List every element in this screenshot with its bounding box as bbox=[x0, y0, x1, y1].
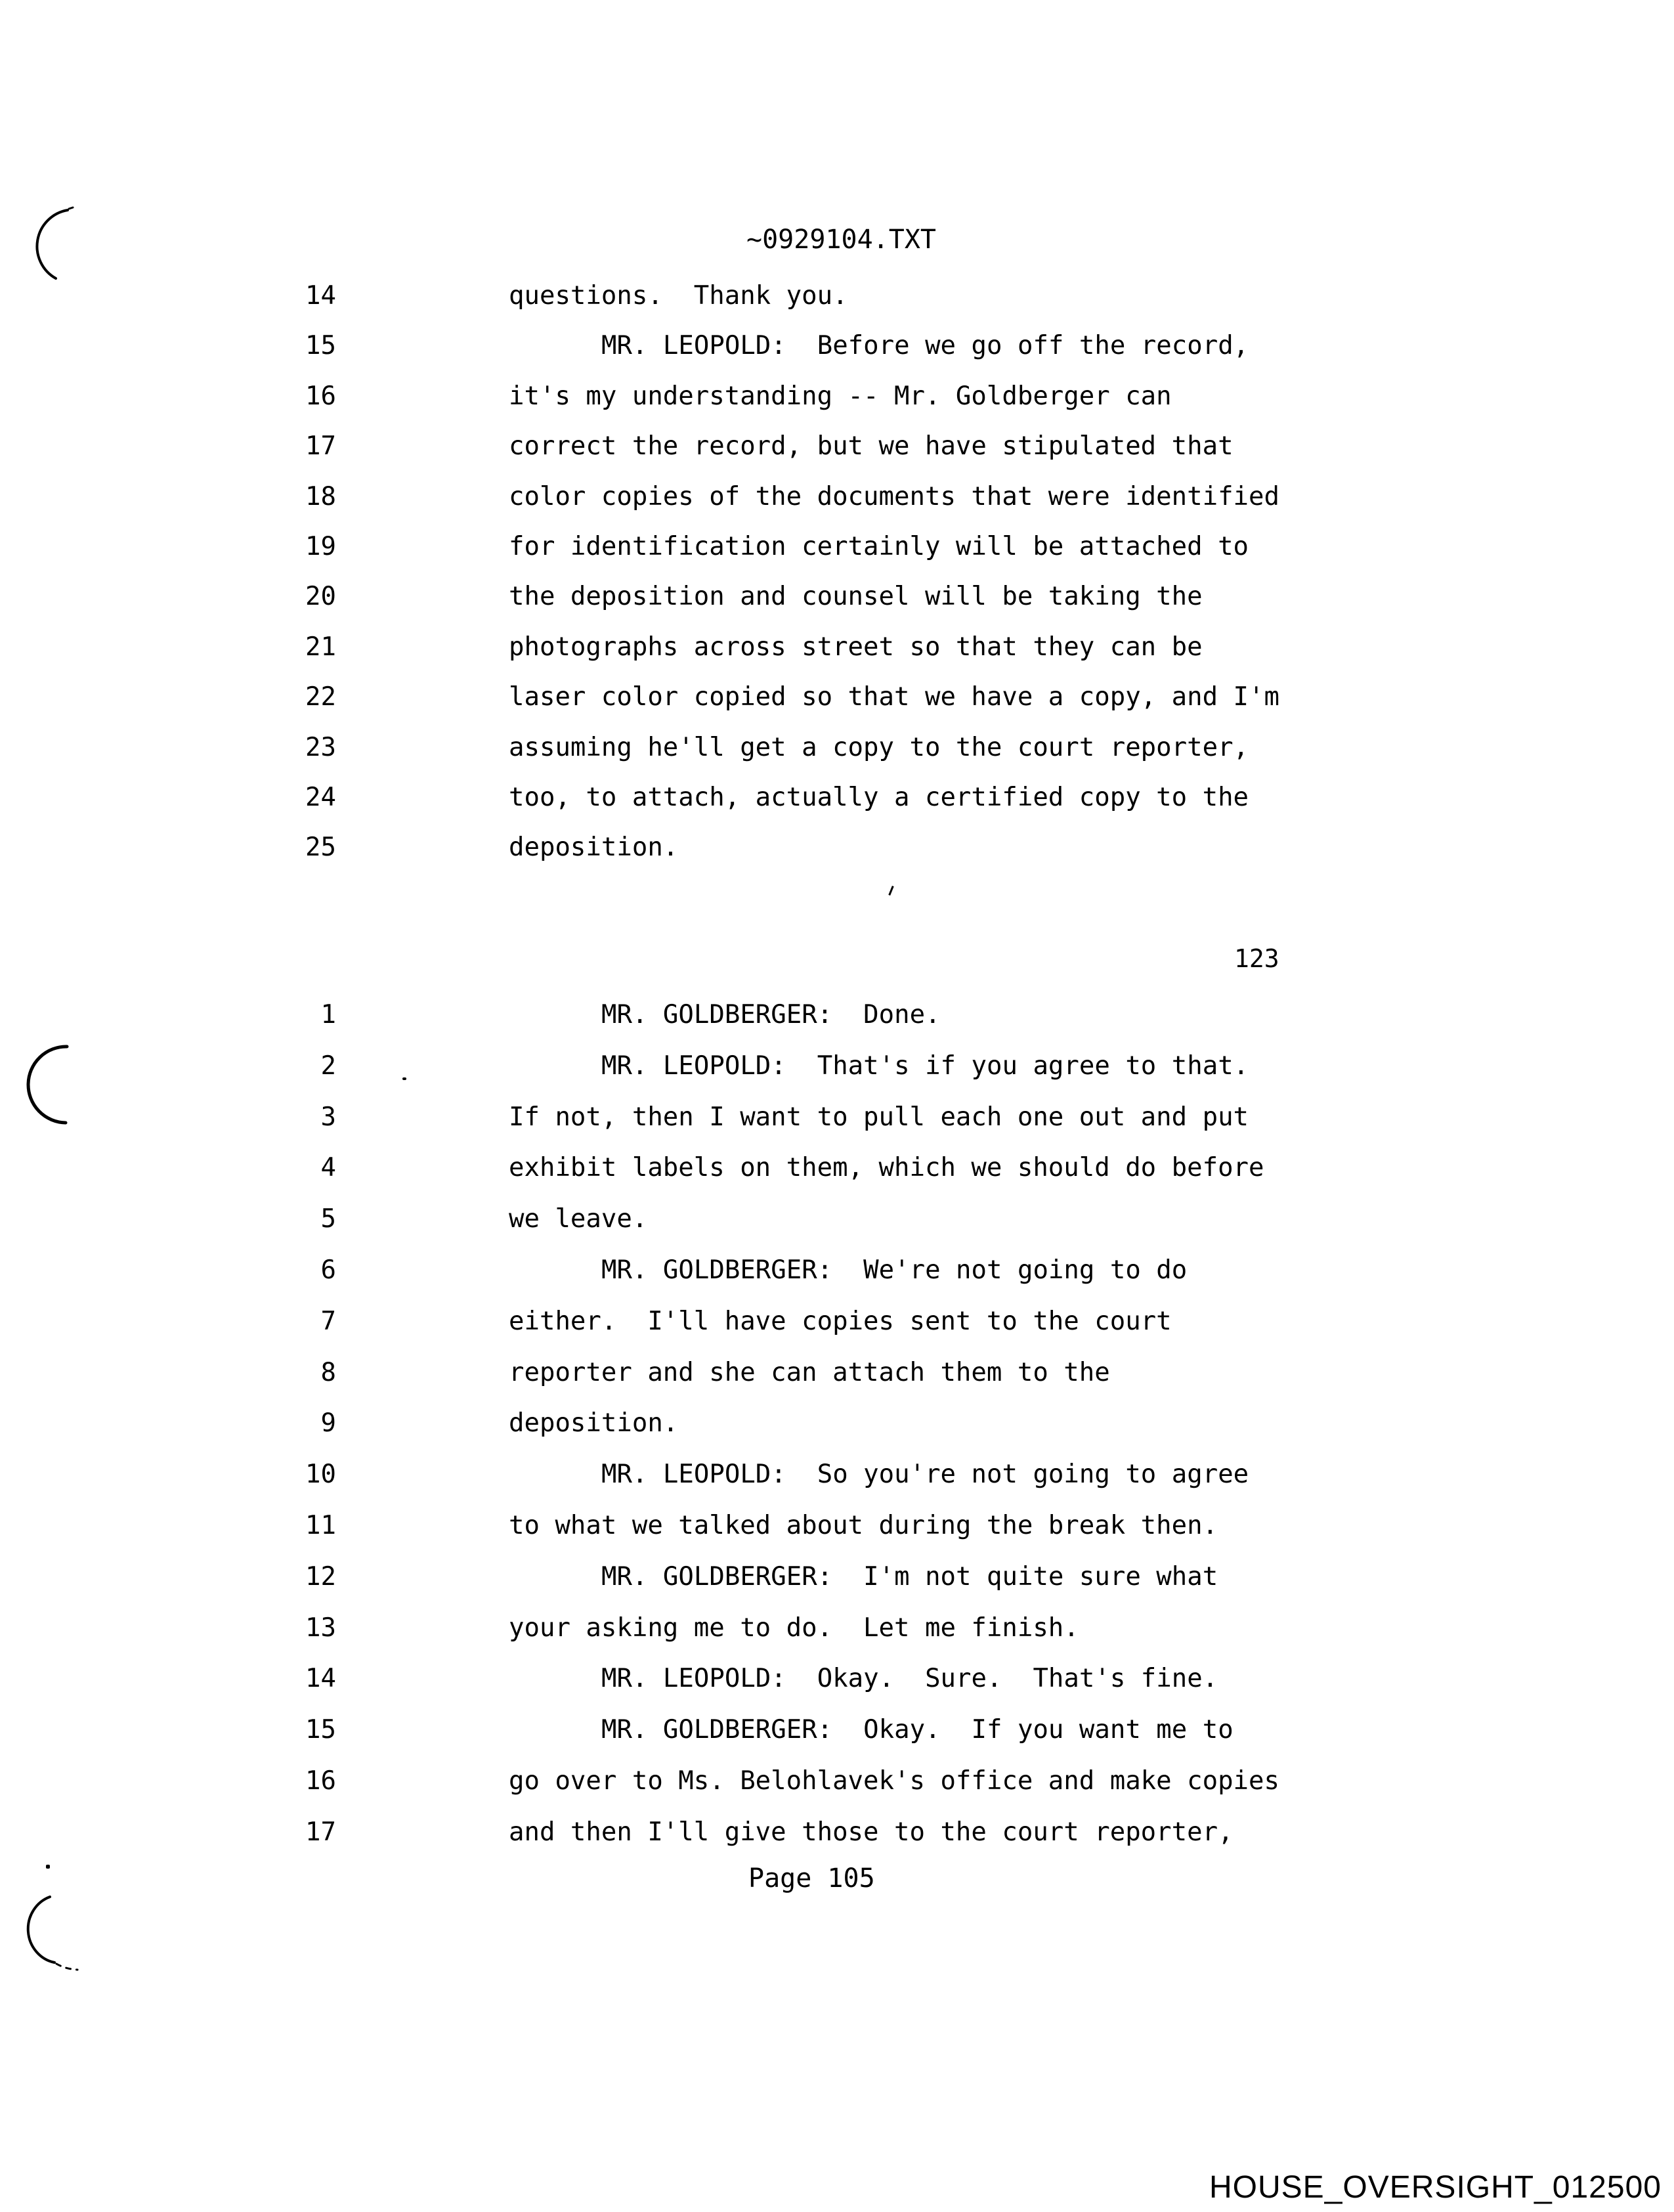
transcript-line bbox=[0, 482, 1674, 533]
line-text: photographs across street so that they can be bbox=[509, 632, 1203, 662]
line-number: 18 bbox=[305, 481, 336, 511]
line-text: deposition. bbox=[509, 1408, 679, 1439]
transcript-line bbox=[0, 1408, 1674, 1460]
line-number: 14 bbox=[305, 1664, 336, 1694]
line-text: MR. LEOPOLD: Before we go off the record, bbox=[601, 331, 1249, 361]
transcript-line bbox=[0, 833, 1674, 884]
transcript-line bbox=[0, 281, 1674, 332]
punch-hole-artifact bbox=[25, 1893, 87, 1975]
line-number: 21 bbox=[305, 632, 336, 662]
transcript-line bbox=[0, 682, 1674, 733]
line-text: MR. GOLDBERGER: I'm not quite sure what bbox=[601, 1561, 1218, 1592]
line-text: and then I'll give those to the court reporter, bbox=[509, 1817, 1234, 1847]
line-text: questions. Thank you. bbox=[509, 281, 848, 311]
line-text: deposition. bbox=[509, 833, 679, 863]
line-text: MR. LEOPOLD: So you're not going to agree bbox=[601, 1460, 1249, 1490]
line-number: 5 bbox=[320, 1204, 336, 1234]
transcript-line bbox=[0, 1766, 1674, 1817]
line-text: laser color copied so that we have a copy, and I'm bbox=[509, 682, 1279, 712]
line-number: 16 bbox=[305, 1766, 336, 1796]
transcript-line bbox=[0, 1204, 1674, 1255]
line-number: 15 bbox=[305, 331, 336, 361]
transcript-line bbox=[0, 1102, 1674, 1154]
transcript-line bbox=[0, 1255, 1674, 1307]
line-number: 17 bbox=[305, 431, 336, 462]
punch-hole-artifact bbox=[30, 205, 79, 293]
line-text: we leave. bbox=[509, 1204, 648, 1234]
line-number: 10 bbox=[305, 1460, 336, 1490]
line-number: 20 bbox=[305, 582, 336, 612]
transcript-line bbox=[0, 381, 1674, 433]
line-number: 12 bbox=[305, 1561, 336, 1592]
scan-speck bbox=[888, 886, 893, 896]
line-text: either. I'll have copies sent to the court bbox=[509, 1306, 1172, 1336]
transcript-line bbox=[0, 1511, 1674, 1562]
line-text: MR. LEOPOLD: Okay. Sure. That's fine. bbox=[601, 1664, 1218, 1694]
transcript-line bbox=[0, 632, 1674, 683]
line-number: 9 bbox=[320, 1408, 336, 1439]
transcript-line bbox=[0, 532, 1674, 583]
transcript-line bbox=[0, 1613, 1674, 1664]
transcript-line bbox=[0, 582, 1674, 633]
line-number: 7 bbox=[320, 1306, 336, 1336]
line-text: correct the record, but we have stipulated that bbox=[509, 431, 1234, 462]
transcript-line bbox=[0, 1715, 1674, 1766]
transcript-line bbox=[0, 1817, 1674, 1869]
line-number: 15 bbox=[305, 1715, 336, 1745]
transcript-line bbox=[0, 1307, 1674, 1358]
transcript-line bbox=[0, 431, 1674, 483]
line-number: 3 bbox=[320, 1102, 336, 1132]
footer-page-label: Page 105 bbox=[748, 1863, 875, 1894]
line-number: 25 bbox=[305, 833, 336, 863]
line-text: MR. GOLDBERGER: We're not going to do bbox=[601, 1255, 1188, 1285]
bates-stamp: HOUSE_OVERSIGHT_012500 bbox=[1209, 2170, 1662, 2205]
transcript-line bbox=[0, 733, 1674, 784]
line-number: 17 bbox=[305, 1817, 336, 1847]
line-number: 16 bbox=[305, 381, 336, 411]
transcript-line bbox=[0, 1460, 1674, 1511]
line-number: 22 bbox=[305, 682, 336, 712]
line-text: your asking me to do. Let me finish. bbox=[509, 1613, 1079, 1643]
transcript-line bbox=[0, 783, 1674, 834]
line-text: the deposition and counsel will be taking the bbox=[509, 582, 1203, 612]
line-number: 14 bbox=[305, 281, 336, 311]
line-text: If not, then I want to pull each one out and put bbox=[509, 1102, 1249, 1132]
transcript-page-number: 123 bbox=[1234, 944, 1279, 973]
line-number: 23 bbox=[305, 732, 336, 762]
line-text: it's my understanding -- Mr. Goldberger can bbox=[509, 381, 1172, 411]
line-number: 1 bbox=[320, 1000, 336, 1030]
line-text: MR. GOLDBERGER: Okay. If you want me to bbox=[601, 1715, 1234, 1745]
line-text: color copies of the documents that were identified bbox=[509, 481, 1279, 511]
line-number: 13 bbox=[305, 1613, 336, 1643]
line-number: 2 bbox=[320, 1051, 336, 1081]
line-text: reporter and she can attach them to the bbox=[509, 1357, 1110, 1387]
line-number: 19 bbox=[305, 532, 336, 561]
line-text: assuming he'll get a copy to the court reporter, bbox=[509, 732, 1249, 762]
line-number: 6 bbox=[320, 1255, 336, 1285]
line-number: 24 bbox=[305, 783, 336, 812]
line-text: MR. GOLDBERGER: Done. bbox=[601, 1000, 941, 1030]
transcript-line bbox=[0, 1358, 1674, 1409]
line-text: for identification certainly will be attached to bbox=[509, 532, 1249, 561]
line-number: 8 bbox=[320, 1357, 336, 1387]
transcript-line bbox=[0, 331, 1674, 382]
transcript-line bbox=[0, 1000, 1674, 1051]
line-number: 11 bbox=[305, 1511, 336, 1540]
document-filename: ~0929104.TXT bbox=[746, 225, 936, 255]
transcript-line bbox=[0, 1153, 1674, 1204]
line-text: to what we talked about during the break then. bbox=[509, 1511, 1218, 1540]
transcript-line bbox=[0, 1562, 1674, 1613]
transcript-line bbox=[0, 1051, 1674, 1102]
line-text: too, to attach, actually a certified copy to the bbox=[509, 783, 1249, 812]
line-number: 4 bbox=[320, 1153, 336, 1183]
line-text: go over to Ms. Belohlavek's office and make copies bbox=[509, 1766, 1279, 1796]
transcript-line bbox=[0, 1664, 1674, 1715]
line-text: exhibit labels on them, which we should do before bbox=[509, 1153, 1264, 1183]
line-text: MR. LEOPOLD: That's if you agree to that. bbox=[601, 1051, 1249, 1081]
